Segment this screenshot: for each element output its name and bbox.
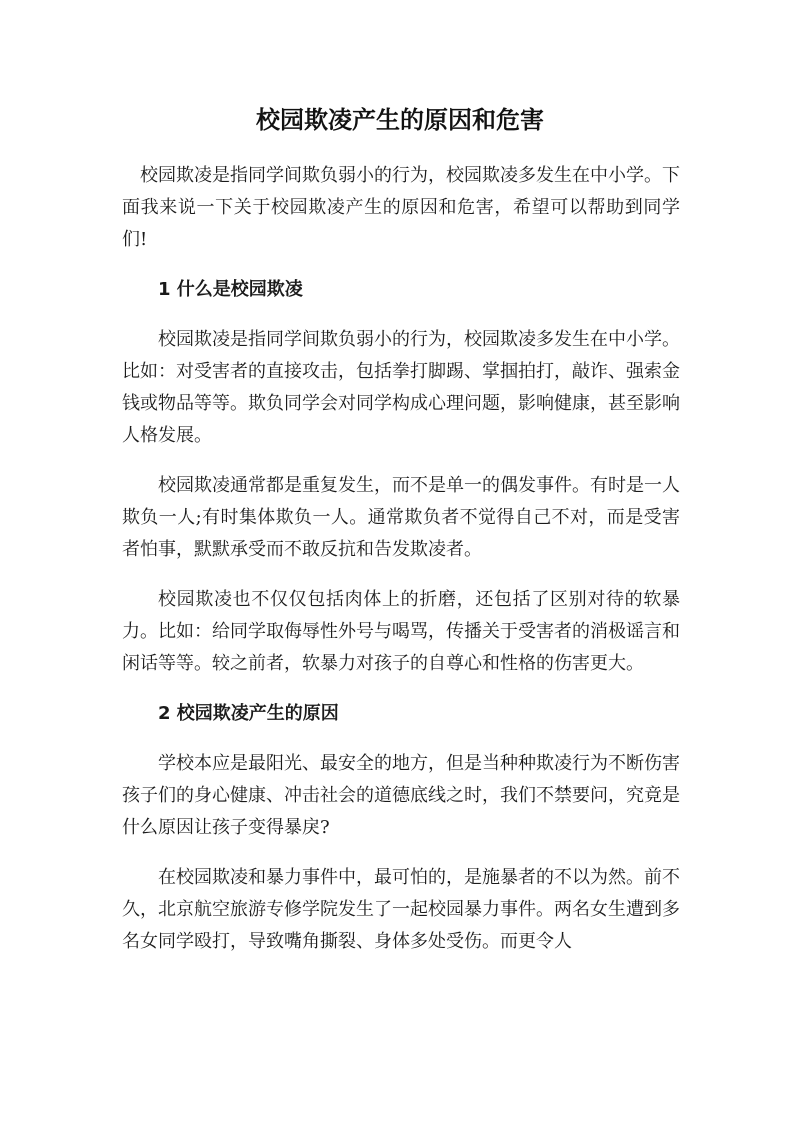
section-heading-2: 2 校园欺凌产生的原因 <box>158 703 339 724</box>
document-body <box>122 160 680 976</box>
paragraph: 在校园欺凌和暴力事件中，最可怕的，是施暴者的不以为然。前不久，北京航空旅游专修学院发生了一起校园暴力事件。两名女生遭到多名女同学殴打，导致嘴角撕裂、身体多处受伤。而更令人 <box>122 867 680 952</box>
document-title: 校园欺凌产生的原因和危害 <box>256 106 544 134</box>
section-heading-1: 1 什么是校园欺凌 <box>158 279 303 300</box>
paragraph: 校园欺凌也不仅仅包括肉体上的折磨，还包括了区别对待的软暴力。比如：给同学取侮辱性外号与喝骂，传播关于受害者的消极谣言和闲话等等。较之前者，软暴力对孩子的自尊心和性格的伤害更大。 <box>122 589 680 674</box>
paragraph: 学校本应是最阳光、最安全的地方，但是当种种欺凌行为不断伤害孩子们的身心健康、冲击社会的道德底线之时，我们不禁要问，究竟是什么原因让孩子变得暴戾? <box>122 753 680 838</box>
paragraph: 校园欺凌通常都是重复发生，而不是单一的偶发事件。有时是一人欺负一人;有时集体欺负一人。通常欺负者不觉得自己不对，而是受害者怕事，默默承受而不敢反抗和告发欺凌者。 <box>122 475 680 560</box>
paragraph: 校园欺凌是指同学间欺负弱小的行为，校园欺凌多发生在中小学。比如：对受害者的直接攻击，包括拳打脚踢、掌掴拍打，敲诈、强索金钱或物品等等。欺负同学会对同学构成心理问题，影响健康，甚至影响人格发展。 <box>122 329 680 446</box>
intro-paragraph: 校园欺凌是指同学间欺负弱小的行为，校园欺凌多发生在中小学。下面我来说一下关于校园欺凌产生的原因和危害，希望可以帮助到同学们! <box>122 165 680 250</box>
